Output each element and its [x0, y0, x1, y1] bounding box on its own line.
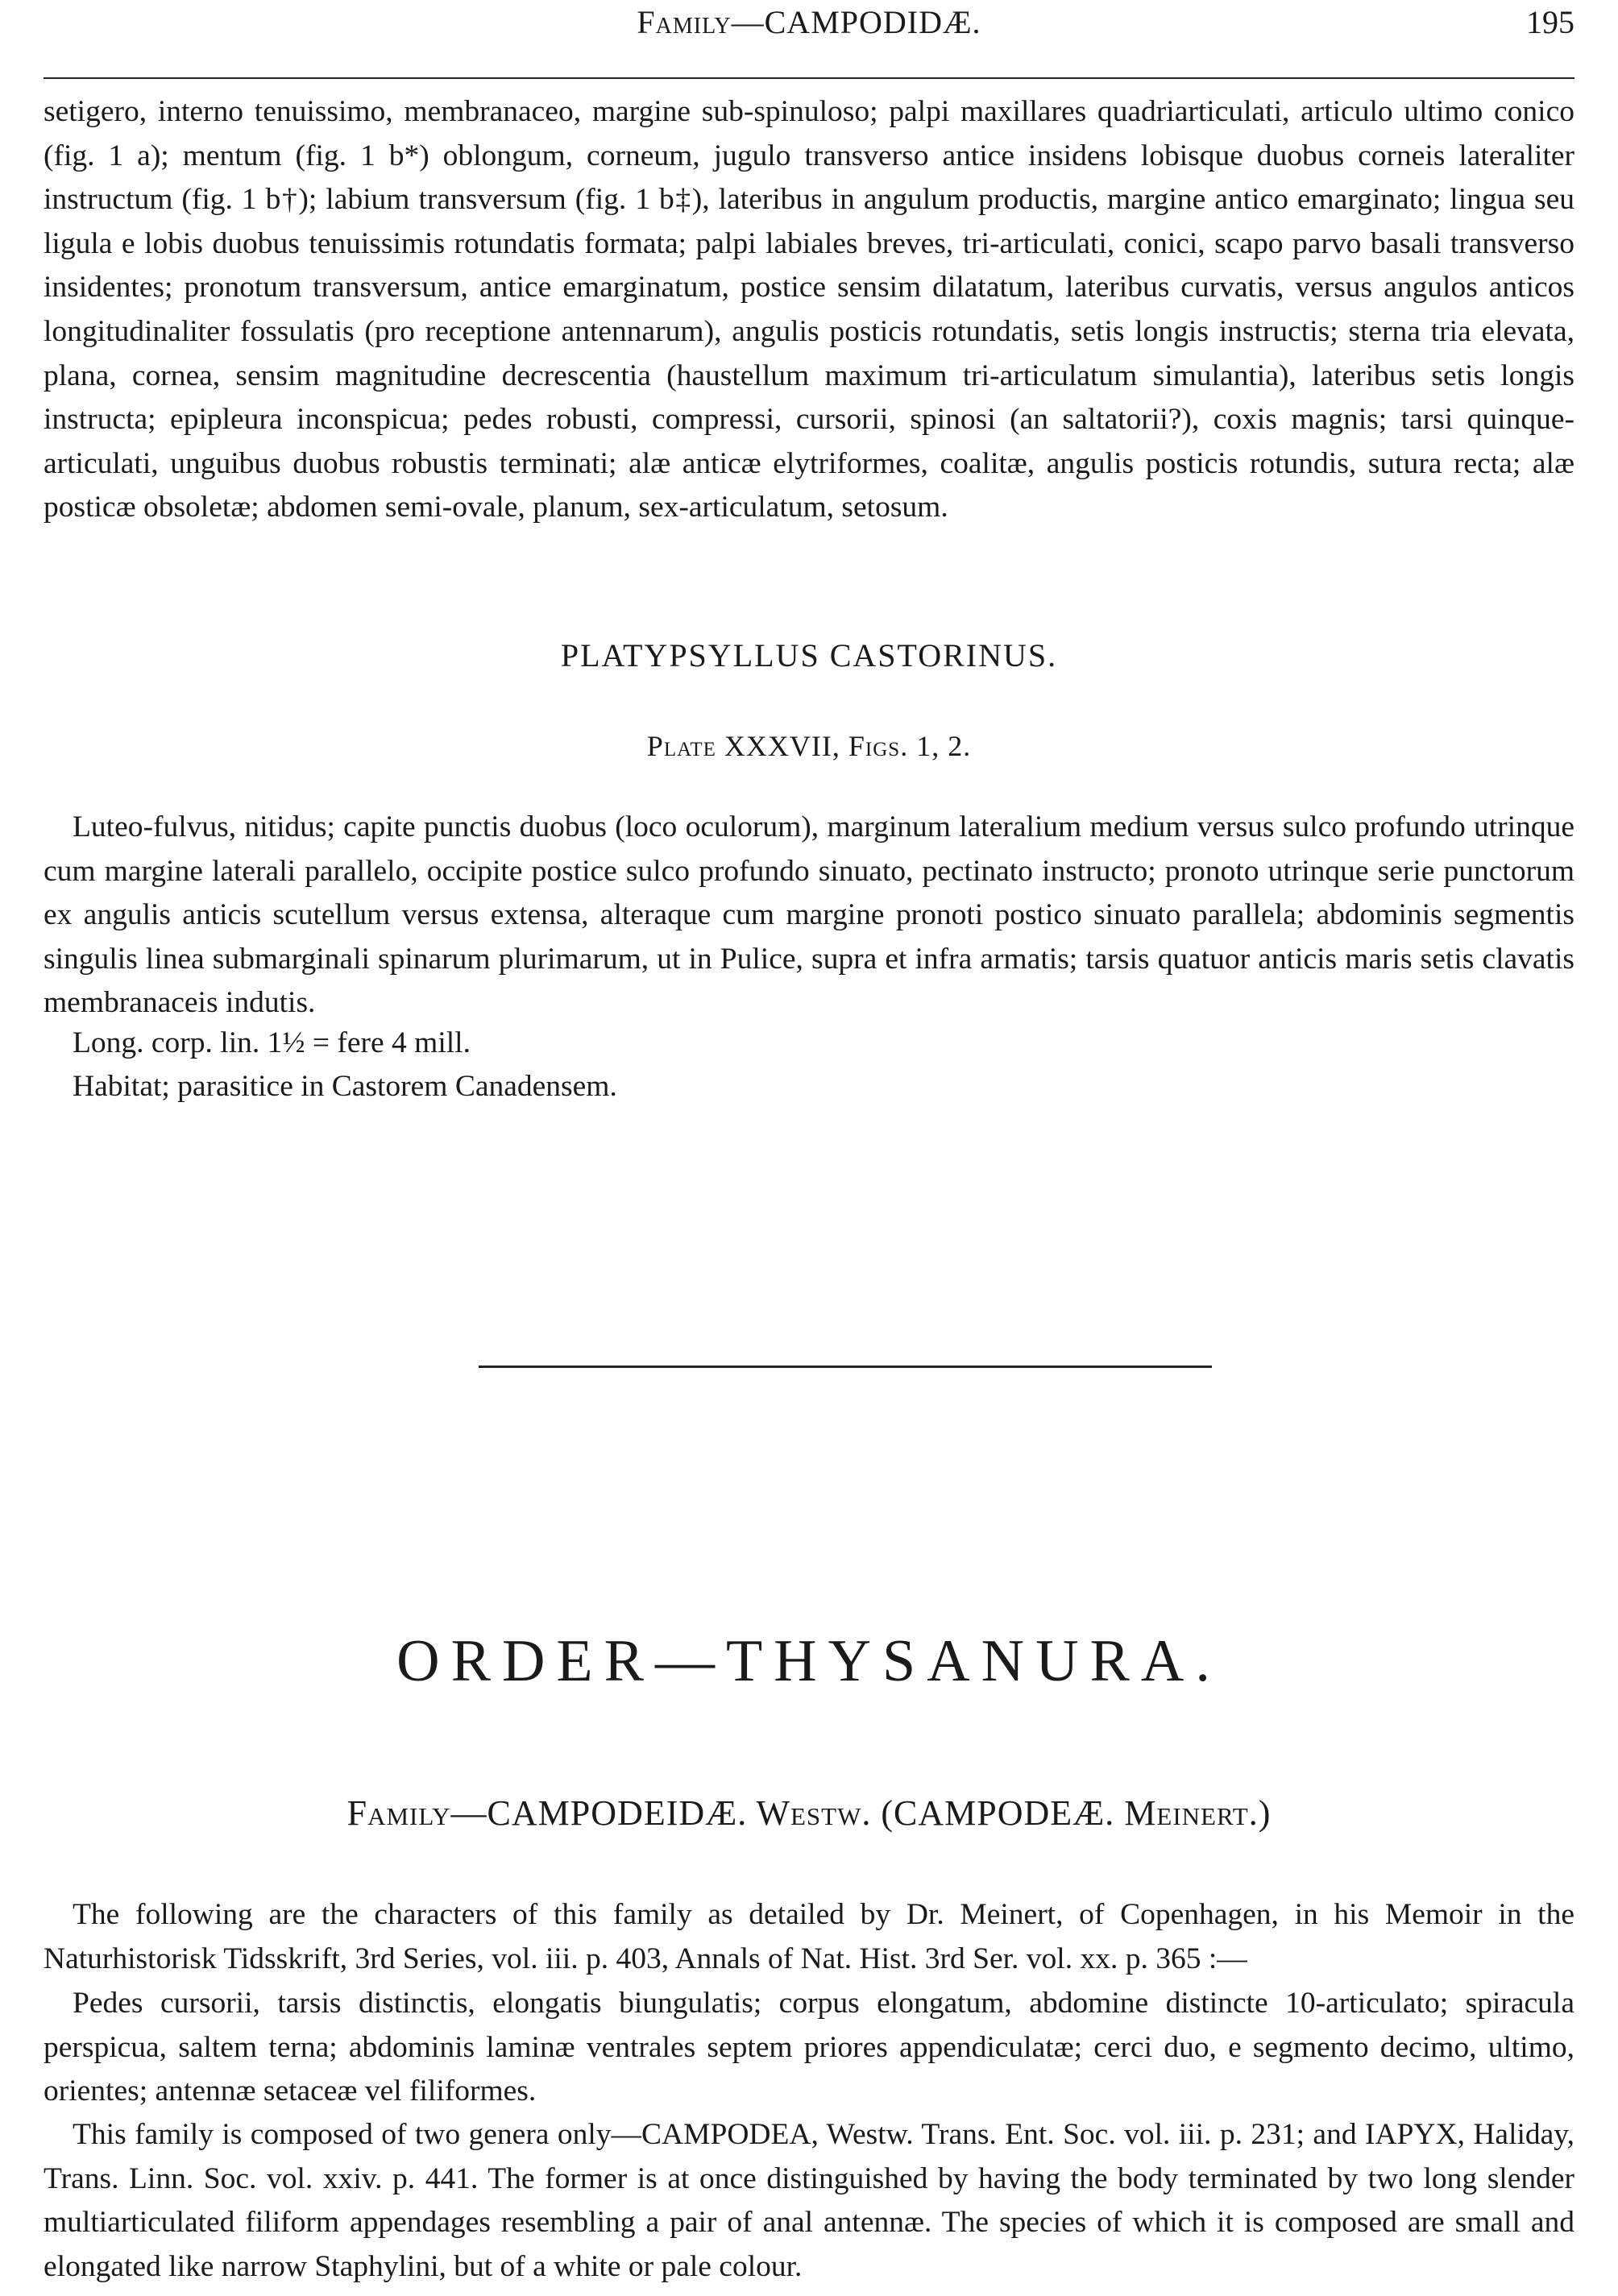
species-habitat: Habitat; parasitice in Castorem Canadensem.: [73, 1070, 617, 1103]
species-length: Long. corp. lin. 1½ = fere 4 mill.: [73, 1026, 471, 1059]
header-rule: [44, 77, 1574, 79]
plate-reference: Plate XXXVII, Figs. 1, 2.: [646, 730, 972, 762]
section-divider: [479, 1366, 1212, 1368]
running-title: Family—CAMPODIDÆ.: [637, 4, 981, 40]
order-title: ORDER—THYSANURA.: [396, 1628, 1222, 1694]
page-number: 195: [1526, 4, 1574, 40]
family-title: Family—CAMPODEIDÆ. Westw. (CAMPODEÆ. Meinert.): [346, 1793, 1272, 1833]
running-header: [44, 3, 1574, 42]
family-characters: Pedes cursorii, tarsis distinctis, elongatis biungulatis; corpus elongatum, abdomine distincte 10-articulato; spiracula perspicua, saltem terna; abdominis laminæ ventrales septem priores appendiculatæ; cerci duo, e segmento decimo, ultimo, orientes; antennæ setaceæ vel filiformes.: [44, 1987, 1574, 2108]
family-genera: This family is composed of two genera only—CAMPODEA, Westw. Trans. Ent. Soc. vol. iii. p. 231; and IAPYX, Haliday, Trans. Linn. Soc. vol. xxiv. p. 441. The former is at once distinguished by having the body terminated by two long slender multiarticulated filiform appendages resembling a pair of anal antennæ. The species of which it is composed are small and elongated like narrow Staphylini, but of a white or pale colour.: [44, 2118, 1574, 2283]
family-intro: The following are the characters of this family as detailed by Dr. Meinert, of Copenhagen, in his Memoir in the Naturhistorisk Tidsskrift, 3rd Series, vol. iii. p. 403, Annals of Nat. Hist. 3rd Ser. vol. xx. p. 365 :—: [44, 1898, 1574, 1975]
species-description: Luteo-fulvus, nitidus; capite punctis duobus (loco oculorum), marginum lateralium medium versus sulco profundo utrinque cum margine laterali parallelo, occipite postice sulco profundo sinuato, pectinato instructo; pronoto utrinque serie punctorum ex angulis anticis scutellum versus extensa, alteraque cum margine pronoti postico sinuato parallela; abdominis segmentis singulis linea submarginali spinarum plurimarum, ut in Pulice, supra et infra armatis; tarsis quatuor anticis maris setis clavatis membranaceis indutis.: [44, 810, 1574, 1020]
species-title: PLATYPSYLLUS CASTORINUS.: [560, 637, 1058, 673]
continued-paragraph: setigero, interno tenuissimo, membranaceo, margine sub-spinuloso; palpi maxillares quadriarticulati, articulo ultimo conico (fig. 1 a); mentum (fig. 1 b*) oblongum, corneum, jugulo transverso antice insidens lobisque duobus corneis lateraliter instructum (fig. 1 b†); labium transversum (fig. 1 b‡), lateribus in angulum productis, margine antico emarginato; lingua seu ligula e lobis duobus tenuissimis rotundatis formata; palpi labiales breves, tri-articulati, conici, scapo parvo basali transverso insidentes; pronotum transversum, antice emarginatum, postice sensim dilatatum, lateribus curvatis, versus angulos anticos longitudinaliter fossulatis (pro receptione antennarum), angulis posticis rotundatis, setis longis instructis; sterna tria elevata, plana, cornea, sensim magnitudine decrescentia (haustellum maximum tri-articulatum simulantia), lateribus setis longis instructa; epipleura inconspicua; pedes robusti, compressi, cursorii, spinosi (an saltatorii?), coxis magnis; tarsi quinque-articulati, unguibus duobus robustis terminati; alæ anticæ elytriformes, coalitæ, angulis posticis rotundis, sutura recta; alæ posticæ obsoletæ; abdomen semi-ovale, planum, sex-articulatum, setosum.: [44, 95, 1574, 524]
